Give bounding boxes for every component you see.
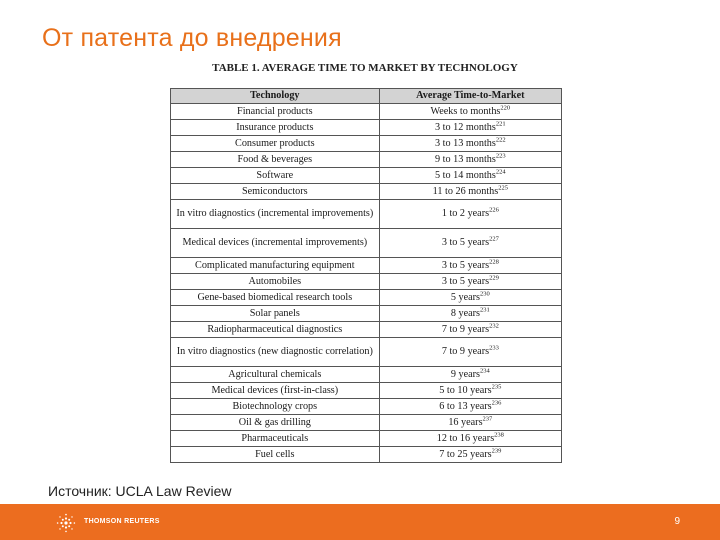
time-to-market-table-wrapper (170, 88, 562, 471)
technology-cell (171, 274, 380, 290)
technology-label: In vitro diagnostics (incremental improvements) (176, 208, 374, 220)
technology-label: Biotechnology crops (232, 400, 318, 412)
technology-cell (171, 367, 380, 383)
table-row (171, 447, 562, 463)
table-row (171, 200, 562, 229)
table-row (171, 136, 562, 152)
technology-label: Radiopharmaceutical diagnostics (207, 323, 343, 335)
technology-label: Solar panels (249, 307, 300, 319)
time-to-market-cell (379, 184, 561, 200)
table-row (171, 399, 562, 415)
technology-label: Insurance products (236, 121, 314, 133)
table-row (171, 431, 562, 447)
technology-label: Oil & gas drilling (238, 416, 311, 428)
technology-label: Pharmaceuticals (241, 432, 309, 444)
footnote-ref: 235 (491, 383, 502, 391)
time-to-market-value: 6 to 13 years (439, 400, 492, 412)
table-row (171, 338, 562, 367)
time-to-market-value: 9 years (450, 368, 480, 380)
technology-cell (171, 200, 380, 229)
time-to-market-value: 16 years (448, 416, 483, 428)
technology-cell (171, 168, 380, 184)
time-to-market-value: 12 to 16 years (436, 432, 495, 444)
time-to-market-value: 7 to 9 years (441, 323, 490, 335)
time-to-market-value: Weeks to months (430, 105, 501, 117)
table-row (171, 229, 562, 258)
page-number: 9 (674, 516, 680, 527)
technology-cell (171, 136, 380, 152)
footnote-ref: 227 (489, 235, 499, 243)
footnote-ref: 222 (495, 136, 506, 144)
footnote-ref: 229 (489, 274, 499, 282)
footnote-ref: 239 (491, 447, 502, 455)
technology-label: Fuel cells (255, 448, 295, 460)
time-to-market-cell (379, 306, 561, 322)
technology-label: Gene-based biomedical research tools (197, 291, 353, 303)
table-row (171, 306, 562, 322)
time-to-market-value: 5 to 10 years (439, 384, 492, 396)
technology-label: Automobiles (248, 275, 302, 287)
time-to-market-value: 3 to 5 years (441, 275, 490, 287)
time-to-market-cell (379, 274, 561, 290)
time-to-market-value: 1 to 2 years (441, 208, 490, 220)
slide-title: От патента до внедрения (42, 24, 342, 52)
time-to-market-cell (379, 399, 561, 415)
table-body (171, 104, 562, 463)
technology-label: Financial products (237, 105, 313, 117)
footnote-ref: 232 (489, 322, 499, 330)
technology-cell (171, 338, 380, 367)
table-row (171, 184, 562, 200)
technology-label: Complicated manufacturing equipment (195, 259, 355, 271)
footnote-ref: 220 (500, 104, 511, 112)
footnote-ref: 226 (489, 206, 499, 214)
time-to-market-cell (379, 290, 561, 306)
source-note: Источник: UCLA Law Review (48, 483, 232, 499)
time-to-market-table (170, 88, 562, 463)
table-row (171, 152, 562, 168)
time-to-market-value: 5 to 14 months (435, 169, 496, 181)
table-row (171, 120, 562, 136)
time-to-market-cell (379, 258, 561, 274)
technology-cell (171, 152, 380, 168)
footnote-ref: 225 (498, 184, 508, 192)
time-to-market-cell (379, 168, 561, 184)
table-row (171, 367, 562, 383)
time-to-market-value: 3 to 12 months (435, 121, 496, 133)
technology-label: Food & beverages (237, 153, 313, 165)
time-to-market-cell (379, 152, 561, 168)
footer-bar (0, 504, 720, 540)
footnote-ref: 236 (491, 399, 502, 407)
table-caption: TABLE 1. AVERAGE TIME TO MARKET BY TECHNOLOGY (212, 62, 518, 74)
technology-cell (171, 229, 380, 258)
time-to-market-value: 5 years (450, 291, 480, 303)
technology-label: Semiconductors (241, 185, 308, 197)
technology-label: Software (256, 169, 294, 181)
table-row (171, 168, 562, 184)
technology-cell (171, 383, 380, 399)
time-to-market-cell (379, 338, 561, 367)
technology-cell (171, 322, 380, 338)
time-to-market-value: 3 to 13 months (435, 137, 496, 149)
technology-cell (171, 399, 380, 415)
technology-label: In vitro diagnostics (new diagnostic correlation) (176, 346, 373, 358)
technology-cell (171, 258, 380, 274)
logo-text: THOMSON REUTERS (84, 518, 160, 525)
header-average-time: Average Time-to-Market (379, 89, 561, 104)
time-to-market-cell (379, 415, 561, 431)
table-row (171, 104, 562, 120)
technology-label: Medical devices (first-in-class) (211, 384, 339, 396)
technology-cell (171, 415, 380, 431)
footnote-ref: 230 (480, 290, 490, 298)
table-row (171, 258, 562, 274)
table-row (171, 322, 562, 338)
technology-label: Agricultural chemicals (228, 368, 322, 380)
thomson-reuters-dots-icon (56, 513, 76, 533)
header-technology: Technology (171, 89, 380, 104)
technology-cell (171, 290, 380, 306)
time-to-market-value: 3 to 5 years (441, 259, 490, 271)
table-row (171, 290, 562, 306)
time-to-market-cell (379, 200, 561, 229)
time-to-market-cell (379, 431, 561, 447)
table-row (171, 274, 562, 290)
time-to-market-cell (379, 367, 561, 383)
table-row (171, 415, 562, 431)
footnote-ref: 223 (495, 152, 506, 160)
time-to-market-cell (379, 383, 561, 399)
technology-cell (171, 447, 380, 463)
time-to-market-value: 11 to 26 months (432, 185, 499, 197)
footnote-ref: 228 (489, 258, 499, 266)
time-to-market-cell (379, 120, 561, 136)
footnote-ref: 231 (480, 306, 490, 314)
technology-cell (171, 184, 380, 200)
time-to-market-cell (379, 322, 561, 338)
table-row (171, 383, 562, 399)
time-to-market-value: 7 to 25 years (439, 448, 492, 460)
footnote-ref: 233 (489, 344, 499, 352)
footnote-ref: 221 (495, 120, 506, 128)
technology-label: Consumer products (235, 137, 315, 149)
technology-cell (171, 306, 380, 322)
time-to-market-value: 7 to 9 years (441, 346, 490, 358)
footnote-ref: 234 (480, 367, 490, 375)
footnote-ref: 238 (494, 431, 504, 439)
time-to-market-cell (379, 229, 561, 258)
technology-cell (171, 120, 380, 136)
time-to-market-value: 8 years (450, 307, 480, 319)
technology-label: Medical devices (incremental improvements) (182, 237, 368, 249)
technology-cell (171, 104, 380, 120)
footnote-ref: 237 (482, 415, 493, 423)
time-to-market-cell (379, 104, 561, 120)
time-to-market-cell (379, 136, 561, 152)
table-header-row (171, 89, 562, 104)
time-to-market-value: 9 to 13 months (435, 153, 496, 165)
footnote-ref: 224 (495, 168, 506, 176)
time-to-market-cell (379, 447, 561, 463)
time-to-market-value: 3 to 5 years (441, 237, 490, 249)
technology-cell (171, 431, 380, 447)
